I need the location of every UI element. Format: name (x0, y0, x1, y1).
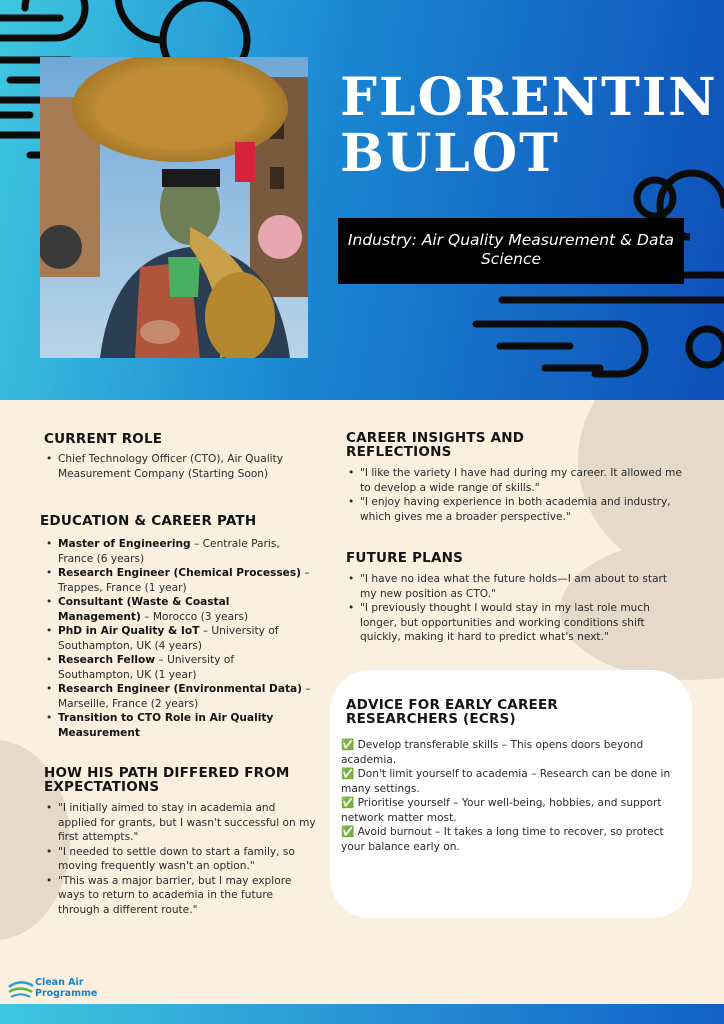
wind-swoosh-icon (8, 977, 34, 1001)
career-step-item (44, 653, 312, 682)
career-step-item (44, 566, 312, 595)
list-item: • "I like the variety I have had during my career. It allowed me to develop a wide range of skills." (346, 466, 686, 495)
profile-photo (40, 57, 308, 358)
future-plans-list (346, 572, 686, 645)
checkmark-icon: ✅ (341, 797, 355, 809)
career-step-detail: – University of Southampton, UK (4 years) (58, 625, 279, 652)
checkmark-icon: ✅ (341, 826, 355, 838)
career-step-item (44, 537, 312, 566)
career-step-item (44, 624, 312, 653)
insights-section (346, 431, 686, 524)
career-step-role: Research Fellow (58, 654, 156, 666)
path-differed-heading: HOW HIS PATH DIFFERED FROM EXPECTATIONS (44, 765, 290, 795)
hero-banner (0, 0, 724, 400)
list-item: • "I needed to settle down to start a family, so moving frequently wasn't an option." (44, 845, 316, 874)
list-item: • "I enjoy having experience in both academia and industry, which gives me a broader perspective." (346, 495, 686, 524)
career-step-item (44, 682, 312, 711)
career-step-detail: – Trappes, France (1 year) (58, 567, 310, 594)
insights-list (346, 466, 686, 524)
logo-text-line-2: Programme (35, 988, 98, 999)
education-heading: EDUCATION & CAREER PATH (40, 513, 257, 529)
education-list (44, 537, 312, 740)
checkmark-icon: ✅ (341, 739, 355, 751)
list-item: • Chief Technology Officer (CTO), Air Quality Measurement Company (Starting Soon) (44, 452, 304, 481)
advice-section (341, 698, 671, 854)
career-step-item (44, 711, 312, 740)
career-step-detail: – Morocco (3 years) (140, 610, 249, 623)
advice-text: Don't limit yourself to academia – Research can be done in many settings. (341, 768, 671, 795)
path-differed-section (44, 766, 316, 917)
person-name (340, 67, 720, 184)
list-item: • "This was a major barrier, but I may explore ways to return to academia in the future through a different route." (44, 874, 316, 918)
list-item: • "I initially aimed to stay in academia and applied for grants, but I wasn't successful on my first attempts." (44, 801, 316, 845)
advice-item (341, 825, 671, 854)
logo-text-line-1: Clean Air (35, 977, 84, 988)
career-step-role: Research Engineer (Environmental Data) (58, 683, 303, 695)
advice-item (341, 767, 671, 796)
career-step-detail: – Centrale Paris, France (6 years) (58, 538, 280, 565)
career-step-role: Transition to CTO Role in Air Quality Measurement (58, 712, 274, 739)
advice-text: Avoid burnout – It takes a long time to recover, so protect your balance early on. (341, 826, 664, 853)
current-role-heading: CURRENT ROLE (44, 431, 163, 447)
career-step-detail: – University of Southampton, UK (1 year) (58, 654, 235, 681)
insights-heading: CAREER INSIGHTS AND REFLECTIONS (346, 430, 525, 460)
future-plans-section (346, 551, 686, 645)
advice-text: Develop transferable skills – This opens doors beyond academia. (341, 739, 644, 766)
advice-item (341, 796, 671, 825)
industry-banner: Industry: Air Quality Measurement & Data Science (338, 218, 684, 284)
advice-text: Prioritise yourself – Your well-being, hobbies, and support network matter most. (341, 797, 662, 824)
career-step-role: Consultant (Waste & Coastal Management) (58, 596, 230, 623)
name-line-1: FLORENTIN (340, 67, 718, 128)
path-differed-list (44, 801, 316, 917)
advice-list (341, 738, 671, 854)
career-step-role: Master of Engineering (58, 538, 191, 550)
future-plans-heading: FUTURE PLANS (346, 550, 464, 566)
education-section (40, 514, 312, 740)
career-step-role: Research Engineer (Chemical Processes) (58, 567, 301, 579)
list-item: • "I have no idea what the future holds—I am about to start my new position as CTO." (346, 572, 686, 601)
clean-air-programme-logo (8, 975, 108, 1003)
checkmark-icon: ✅ (341, 768, 355, 780)
current-role-list (44, 452, 304, 481)
career-step-detail: – Marseille, France (2 years) (58, 683, 311, 710)
list-item: • "I previously thought I would stay in my last role much longer, but opportunities and working conditions shift quickly, making it hard to predict what's next." (346, 601, 686, 645)
footer-bar (0, 1004, 724, 1024)
career-step-item (44, 595, 312, 624)
career-step-role: PhD in Air Quality & IoT (58, 625, 200, 637)
current-role-section (44, 432, 304, 481)
name-line-2: BULOT (340, 123, 560, 184)
advice-heading: ADVICE FOR EARLY CAREER RESEARCHERS (ECRS) (346, 697, 558, 727)
advice-item (341, 738, 671, 767)
content-area (0, 400, 724, 1004)
